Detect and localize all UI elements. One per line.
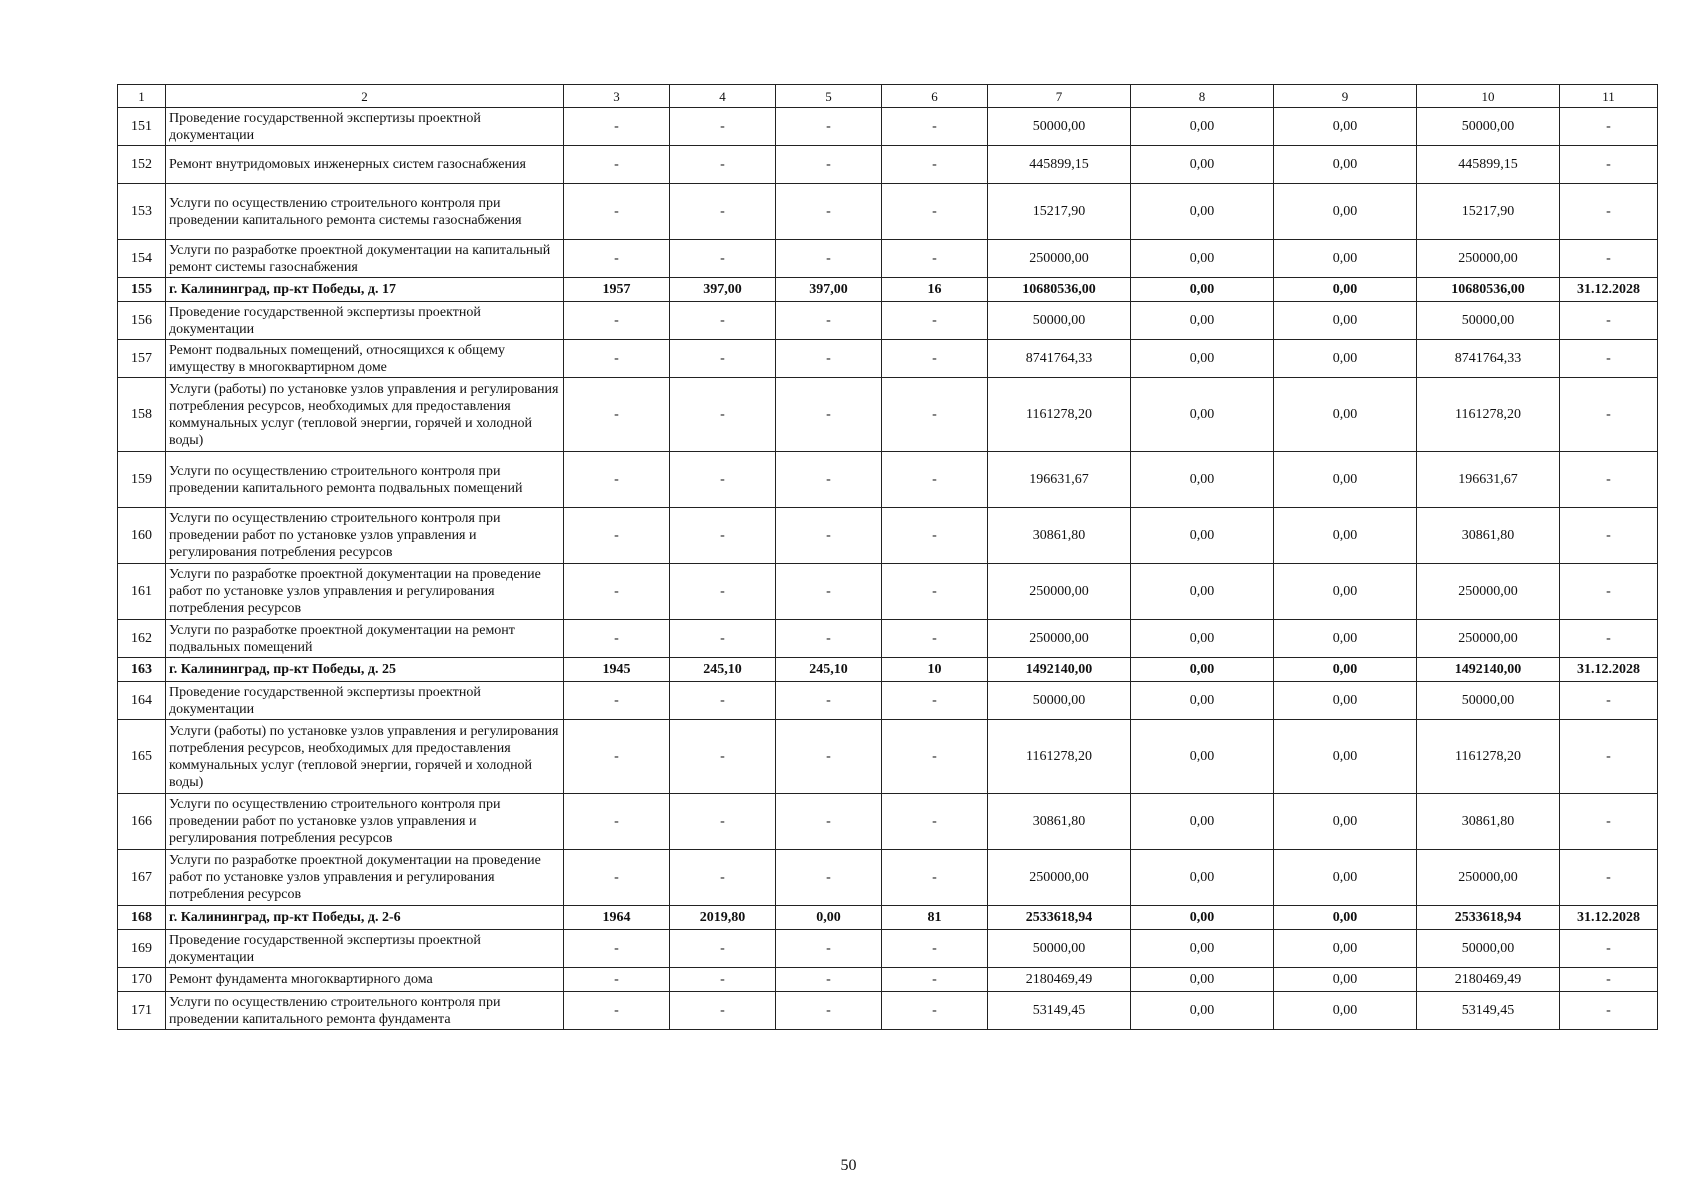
cost-owners: 445899,15 (1417, 146, 1560, 184)
cost-federal: 0,00 (1131, 682, 1274, 720)
total-cost: 445899,15 (988, 146, 1131, 184)
cost-federal: 0,00 (1131, 720, 1274, 794)
total-cost: 10680536,00 (988, 278, 1131, 302)
work-description: Услуги по осуществлению строительного контроля при проведении капитального ремонта фундамента (166, 992, 564, 1030)
cost-regional: 0,00 (1274, 658, 1417, 682)
row-number: 161 (118, 564, 166, 620)
cost-regional: 0,00 (1274, 108, 1417, 146)
completion-date: - (1560, 508, 1658, 564)
work-description: Услуги по осуществлению строительного контроля при проведении капитального ремонта системы газоснабжения (166, 184, 564, 240)
column-header: 9 (1274, 85, 1417, 108)
total-area: - (670, 850, 776, 906)
row-number: 169 (118, 930, 166, 968)
cost-owners: 196631,67 (1417, 452, 1560, 508)
total-cost: 250000,00 (988, 620, 1131, 658)
completion-date: - (1560, 620, 1658, 658)
column-header: 7 (988, 85, 1131, 108)
build-year: - (564, 794, 670, 850)
work-description: Проведение государственной экспертизы проектной документации (166, 682, 564, 720)
total-area: - (670, 564, 776, 620)
cost-owners: 1161278,20 (1417, 378, 1560, 452)
total-cost: 2180469,49 (988, 968, 1131, 992)
row-number: 157 (118, 340, 166, 378)
cost-owners: 1492140,00 (1417, 658, 1560, 682)
row-number: 171 (118, 992, 166, 1030)
cost-regional: 0,00 (1274, 302, 1417, 340)
residents: - (882, 720, 988, 794)
header-row (118, 85, 1658, 108)
work-description: г. Калининград, пр-кт Победы, д. 2-6 (166, 906, 564, 930)
cost-federal: 0,00 (1131, 508, 1274, 564)
cost-regional: 0,00 (1274, 452, 1417, 508)
cost-owners: 250000,00 (1417, 564, 1560, 620)
residents: - (882, 508, 988, 564)
build-year: - (564, 564, 670, 620)
cost-federal: 0,00 (1131, 968, 1274, 992)
build-year: - (564, 720, 670, 794)
residents: 10 (882, 658, 988, 682)
table-row (118, 850, 1658, 906)
cost-regional: 0,00 (1274, 720, 1417, 794)
residents: - (882, 992, 988, 1030)
residents: - (882, 682, 988, 720)
cost-regional: 0,00 (1274, 906, 1417, 930)
work-description: Услуги по разработке проектной документации на проведение работ по установке узлов управления и регулирования потребления ресурсов (166, 850, 564, 906)
column-header: 3 (564, 85, 670, 108)
cost-federal: 0,00 (1131, 930, 1274, 968)
total-cost: 53149,45 (988, 992, 1131, 1030)
total-cost: 50000,00 (988, 930, 1131, 968)
residents: - (882, 340, 988, 378)
table-row (118, 108, 1658, 146)
cost-regional: 0,00 (1274, 508, 1417, 564)
table-row (118, 564, 1658, 620)
living-area: 397,00 (776, 278, 882, 302)
build-year: - (564, 620, 670, 658)
row-number: 166 (118, 794, 166, 850)
row-number: 170 (118, 968, 166, 992)
build-year: - (564, 108, 670, 146)
living-area: - (776, 930, 882, 968)
table-row (118, 682, 1658, 720)
row-number: 156 (118, 302, 166, 340)
living-area: - (776, 184, 882, 240)
residents: - (882, 302, 988, 340)
completion-date: 31.12.2028 (1560, 278, 1658, 302)
cost-owners: 2533618,94 (1417, 906, 1560, 930)
total-cost: 50000,00 (988, 108, 1131, 146)
completion-date: - (1560, 992, 1658, 1030)
work-description: г. Калининград, пр-кт Победы, д. 25 (166, 658, 564, 682)
register-sheet (117, 84, 1657, 1030)
living-area: - (776, 508, 882, 564)
row-number: 151 (118, 108, 166, 146)
cost-federal: 0,00 (1131, 378, 1274, 452)
completion-date: - (1560, 682, 1658, 720)
completion-date: - (1560, 564, 1658, 620)
build-year: - (564, 968, 670, 992)
cost-owners: 15217,90 (1417, 184, 1560, 240)
cost-owners: 50000,00 (1417, 108, 1560, 146)
cost-owners: 50000,00 (1417, 682, 1560, 720)
row-number: 158 (118, 378, 166, 452)
build-year: - (564, 930, 670, 968)
total-area: - (670, 452, 776, 508)
column-header: 4 (670, 85, 776, 108)
total-cost: 1492140,00 (988, 658, 1131, 682)
capital-repair-table (117, 84, 1658, 1030)
completion-date: 31.12.2028 (1560, 658, 1658, 682)
total-cost: 50000,00 (988, 302, 1131, 340)
cost-federal: 0,00 (1131, 240, 1274, 278)
total-cost: 2533618,94 (988, 906, 1131, 930)
row-number: 155 (118, 278, 166, 302)
build-year: - (564, 378, 670, 452)
residents: - (882, 452, 988, 508)
row-number: 153 (118, 184, 166, 240)
completion-date: - (1560, 720, 1658, 794)
work-description: Проведение государственной экспертизы проектной документации (166, 930, 564, 968)
living-area: - (776, 850, 882, 906)
build-year: - (564, 302, 670, 340)
work-description: Проведение государственной экспертизы проектной документации (166, 302, 564, 340)
total-cost: 250000,00 (988, 240, 1131, 278)
column-header: 2 (166, 85, 564, 108)
completion-date: - (1560, 240, 1658, 278)
column-header: 10 (1417, 85, 1560, 108)
completion-date: - (1560, 850, 1658, 906)
total-cost: 1161278,20 (988, 720, 1131, 794)
cost-regional: 0,00 (1274, 794, 1417, 850)
residents: - (882, 930, 988, 968)
work-description: Услуги (работы) по установке узлов управления и регулирования потребления ресурсов, необходимых для предоставления коммунальных услуг (тепловой энергии, горячей и холодной воды) (166, 378, 564, 452)
cost-owners: 50000,00 (1417, 302, 1560, 340)
row-number: 164 (118, 682, 166, 720)
build-year: 1964 (564, 906, 670, 930)
work-description: Проведение государственной экспертизы проектной документации (166, 108, 564, 146)
build-year: - (564, 682, 670, 720)
total-area: 397,00 (670, 278, 776, 302)
living-area: 245,10 (776, 658, 882, 682)
cost-federal: 0,00 (1131, 564, 1274, 620)
build-year: 1957 (564, 278, 670, 302)
cost-owners: 30861,80 (1417, 508, 1560, 564)
table-row (118, 794, 1658, 850)
living-area: - (776, 108, 882, 146)
completion-date: - (1560, 146, 1658, 184)
work-description: Ремонт подвальных помещений, относящихся к общему имуществу в многоквартирном доме (166, 340, 564, 378)
row-number: 160 (118, 508, 166, 564)
residents: - (882, 968, 988, 992)
total-area: - (670, 620, 776, 658)
table-row (118, 240, 1658, 278)
build-year: - (564, 146, 670, 184)
completion-date: - (1560, 378, 1658, 452)
row-number: 167 (118, 850, 166, 906)
cost-federal: 0,00 (1131, 108, 1274, 146)
page-number: 50 (840, 1157, 857, 1174)
work-description: Ремонт фундамента многоквартирного дома (166, 968, 564, 992)
living-area: - (776, 452, 882, 508)
cost-federal: 0,00 (1131, 850, 1274, 906)
living-area: - (776, 620, 882, 658)
total-cost: 15217,90 (988, 184, 1131, 240)
total-area: - (670, 378, 776, 452)
cost-federal: 0,00 (1131, 184, 1274, 240)
total-area: - (670, 240, 776, 278)
cost-federal: 0,00 (1131, 794, 1274, 850)
work-description: г. Калининград, пр-кт Победы, д. 17 (166, 278, 564, 302)
cost-owners: 250000,00 (1417, 620, 1560, 658)
row-number: 159 (118, 452, 166, 508)
total-area: - (670, 930, 776, 968)
cost-regional: 0,00 (1274, 564, 1417, 620)
address-row (118, 906, 1658, 930)
completion-date: - (1560, 340, 1658, 378)
row-number: 168 (118, 906, 166, 930)
table-row (118, 452, 1658, 508)
cost-owners: 8741764,33 (1417, 340, 1560, 378)
cost-owners: 250000,00 (1417, 240, 1560, 278)
cost-federal: 0,00 (1131, 278, 1274, 302)
cost-regional: 0,00 (1274, 378, 1417, 452)
completion-date: - (1560, 794, 1658, 850)
build-year: - (564, 184, 670, 240)
work-description: Услуги по разработке проектной документации на ремонт подвальных помещений (166, 620, 564, 658)
table-row (118, 146, 1658, 184)
cost-owners: 30861,80 (1417, 794, 1560, 850)
completion-date: - (1560, 452, 1658, 508)
living-area: - (776, 564, 882, 620)
living-area: - (776, 992, 882, 1030)
cost-regional: 0,00 (1274, 620, 1417, 658)
total-area: - (670, 108, 776, 146)
residents: - (882, 108, 988, 146)
total-cost: 30861,80 (988, 794, 1131, 850)
table-row (118, 302, 1658, 340)
build-year: 1945 (564, 658, 670, 682)
living-area: - (776, 794, 882, 850)
column-header: 5 (776, 85, 882, 108)
residents: - (882, 620, 988, 658)
row-number: 163 (118, 658, 166, 682)
build-year: - (564, 508, 670, 564)
cost-regional: 0,00 (1274, 682, 1417, 720)
cost-federal: 0,00 (1131, 452, 1274, 508)
living-area: 0,00 (776, 906, 882, 930)
cost-owners: 250000,00 (1417, 850, 1560, 906)
cost-regional: 0,00 (1274, 340, 1417, 378)
cost-owners: 53149,45 (1417, 992, 1560, 1030)
column-header: 6 (882, 85, 988, 108)
residents: - (882, 240, 988, 278)
cost-federal: 0,00 (1131, 146, 1274, 184)
work-description: Ремонт внутридомовых инженерных систем газоснабжения (166, 146, 564, 184)
total-cost: 250000,00 (988, 564, 1131, 620)
table-row (118, 184, 1658, 240)
cost-owners: 50000,00 (1417, 930, 1560, 968)
cost-owners: 1161278,20 (1417, 720, 1560, 794)
row-number: 162 (118, 620, 166, 658)
completion-date: - (1560, 108, 1658, 146)
address-row (118, 278, 1658, 302)
completion-date: - (1560, 968, 1658, 992)
total-cost: 196631,67 (988, 452, 1131, 508)
table-row (118, 930, 1658, 968)
living-area: - (776, 302, 882, 340)
cost-regional: 0,00 (1274, 146, 1417, 184)
cost-regional: 0,00 (1274, 992, 1417, 1030)
cost-owners: 2180469,49 (1417, 968, 1560, 992)
cost-regional: 0,00 (1274, 240, 1417, 278)
column-header: 1 (118, 85, 166, 108)
cost-federal: 0,00 (1131, 302, 1274, 340)
total-area: - (670, 508, 776, 564)
total-area: - (670, 682, 776, 720)
completion-date: 31.12.2028 (1560, 906, 1658, 930)
build-year: - (564, 340, 670, 378)
total-area: - (670, 968, 776, 992)
table-row (118, 720, 1658, 794)
cost-federal: 0,00 (1131, 658, 1274, 682)
completion-date: - (1560, 302, 1658, 340)
residents: 16 (882, 278, 988, 302)
cost-regional: 0,00 (1274, 850, 1417, 906)
cost-regional: 0,00 (1274, 184, 1417, 240)
work-description: Услуги по разработке проектной документации на проведение работ по установке узлов управления и регулирования потребления ресурсов (166, 564, 564, 620)
cost-regional: 0,00 (1274, 968, 1417, 992)
living-area: - (776, 340, 882, 378)
total-area: - (670, 720, 776, 794)
column-header: 11 (1560, 85, 1658, 108)
total-area: - (670, 992, 776, 1030)
residents: - (882, 146, 988, 184)
build-year: - (564, 240, 670, 278)
residents: 81 (882, 906, 988, 930)
row-number: 154 (118, 240, 166, 278)
cost-federal: 0,00 (1131, 906, 1274, 930)
table-row (118, 620, 1658, 658)
table-row (118, 378, 1658, 452)
living-area: - (776, 682, 882, 720)
completion-date: - (1560, 184, 1658, 240)
cost-federal: 0,00 (1131, 620, 1274, 658)
work-description: Услуги по осуществлению строительного контроля при проведении капитального ремонта подвальных помещений (166, 452, 564, 508)
build-year: - (564, 452, 670, 508)
column-header: 8 (1131, 85, 1274, 108)
living-area: - (776, 146, 882, 184)
total-cost: 50000,00 (988, 682, 1131, 720)
total-area: 245,10 (670, 658, 776, 682)
cost-regional: 0,00 (1274, 278, 1417, 302)
cost-owners: 10680536,00 (1417, 278, 1560, 302)
residents: - (882, 794, 988, 850)
address-row (118, 658, 1658, 682)
table-row (118, 992, 1658, 1030)
work-description: Услуги по осуществлению строительного контроля при проведении работ по установке узлов управления и регулирования потребления ресурсов (166, 794, 564, 850)
total-area: - (670, 302, 776, 340)
table-row (118, 968, 1658, 992)
cost-federal: 0,00 (1131, 992, 1274, 1030)
total-area: 2019,80 (670, 906, 776, 930)
total-area: - (670, 146, 776, 184)
row-number: 165 (118, 720, 166, 794)
cost-regional: 0,00 (1274, 930, 1417, 968)
row-number: 152 (118, 146, 166, 184)
living-area: - (776, 378, 882, 452)
residents: - (882, 564, 988, 620)
total-area: - (670, 794, 776, 850)
table-row (118, 340, 1658, 378)
work-description: Услуги (работы) по установке узлов управления и регулирования потребления ресурсов, необходимых для предоставления коммунальных услуг (тепловой энергии, горячей и холодной воды) (166, 720, 564, 794)
living-area: - (776, 968, 882, 992)
completion-date: - (1560, 930, 1658, 968)
living-area: - (776, 240, 882, 278)
total-cost: 1161278,20 (988, 378, 1131, 452)
total-cost: 250000,00 (988, 850, 1131, 906)
total-area: - (670, 184, 776, 240)
cost-federal: 0,00 (1131, 340, 1274, 378)
residents: - (882, 378, 988, 452)
residents: - (882, 850, 988, 906)
total-area: - (670, 340, 776, 378)
residents: - (882, 184, 988, 240)
table-row (118, 508, 1658, 564)
living-area: - (776, 720, 882, 794)
work-description: Услуги по осуществлению строительного контроля при проведении работ по установке узлов управления и регулирования потребления ресурсов (166, 508, 564, 564)
total-cost: 30861,80 (988, 508, 1131, 564)
build-year: - (564, 992, 670, 1030)
build-year: - (564, 850, 670, 906)
work-description: Услуги по разработке проектной документации на капитальный ремонт системы газоснабжения (166, 240, 564, 278)
total-cost: 8741764,33 (988, 340, 1131, 378)
